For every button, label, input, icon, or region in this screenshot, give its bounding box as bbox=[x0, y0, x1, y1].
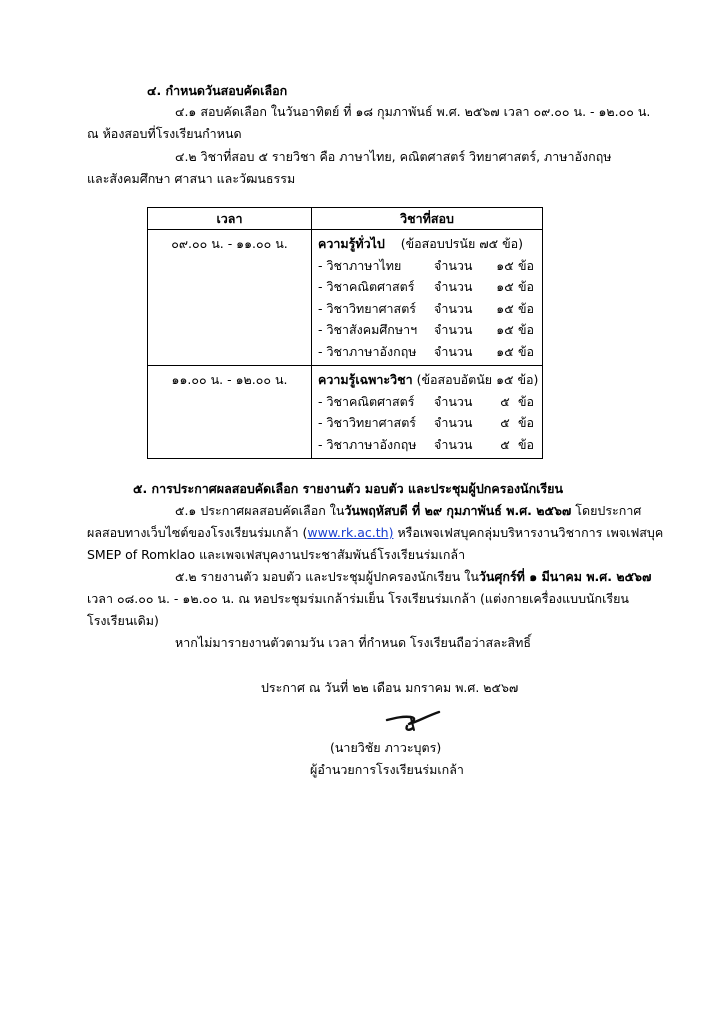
unit-label: ข้อ bbox=[518, 436, 535, 452]
time-cell: ๑๑.๐๐ น. - ๑๒.๐๐ น. bbox=[148, 366, 312, 459]
table-header-row bbox=[148, 208, 543, 230]
section-5-1-line2-pre: ผลสอบทางเว็บไซต์ของโรงเรียนร่มเกล้า ( bbox=[87, 525, 308, 540]
subject-name: - วิชาภาษาอังกฤษ bbox=[318, 343, 417, 359]
question-count: ๑๕ bbox=[496, 322, 514, 337]
exam-schedule-table bbox=[147, 207, 543, 459]
question-count: ๑๕ bbox=[496, 257, 514, 273]
signer-name: (นายวิชัย ภาวะบุตร) bbox=[330, 740, 442, 755]
unit-label: ข้อ bbox=[518, 343, 535, 359]
question-count: ๕ bbox=[500, 393, 510, 409]
question-count: ๑๕ bbox=[496, 343, 514, 359]
list-item bbox=[318, 434, 542, 456]
group-note: (ข้อสอบอัตนัย ๑๕ ข้อ) bbox=[416, 372, 539, 387]
question-count: ๕ bbox=[500, 415, 510, 430]
subject-name: - วิชาคณิตศาสตร์ bbox=[318, 393, 415, 409]
question-count: ๕ bbox=[500, 436, 510, 452]
section-5-1-post: โดยประกาศ bbox=[571, 503, 642, 518]
subject-name: - วิชาคณิตศาสตร์ bbox=[318, 279, 415, 294]
group-title-row bbox=[318, 233, 542, 255]
list-item bbox=[318, 319, 542, 341]
list-item bbox=[318, 391, 542, 413]
section-5-2-text-cont2: โรงเรียนเดิม) bbox=[87, 613, 159, 628]
question-count: ๑๕ bbox=[496, 279, 514, 294]
list-item bbox=[318, 412, 542, 434]
section-4-1-text-cont: ณ ห้องสอบที่โรงเรียนกำหนด bbox=[87, 126, 242, 141]
report-date: วันศุกร์ที่ ๑ มีนาคม พ.ศ. ๒๕๖๗ bbox=[478, 569, 652, 584]
table-row bbox=[148, 366, 543, 459]
amount-label: จำนวน bbox=[434, 415, 473, 430]
school-website-link[interactable]: www.rk.ac.th) bbox=[307, 525, 394, 540]
subject-cell bbox=[312, 230, 543, 366]
unit-label: ข้อ bbox=[518, 257, 535, 273]
section-5-1-pre: ๕.๑ ประกาศผลสอบคัดเลือก ใน bbox=[175, 503, 345, 518]
group-title-row bbox=[318, 369, 542, 391]
group-title: ความรู้เฉพาะวิชา bbox=[318, 372, 413, 387]
list-item bbox=[318, 276, 542, 298]
question-count: ๑๕ bbox=[496, 300, 514, 316]
unit-label: ข้อ bbox=[518, 279, 535, 294]
subject-name: - วิชาภาษาอังกฤษ bbox=[318, 436, 417, 452]
section-5-2-pre: ๕.๒ รายงานตัว มอบตัว และประชุมผู้ปกครองนักเรียน ใน bbox=[175, 569, 479, 584]
section-4-2-text: ๔.๒ วิชาที่สอบ ๕ รายวิชา คือ ภาษาไทย, คณิตศาสตร์ วิทยาศาสตร์, ภาษาอังกฤษ bbox=[175, 149, 612, 164]
section-4-heading: ๔. กำหนดวันสอบคัดเลือก bbox=[147, 83, 288, 98]
amount-label: จำนวน bbox=[434, 322, 473, 337]
signature-icon bbox=[383, 706, 453, 734]
section-4-2-text-cont: และสังคมศึกษา ศาสนา และวัฒนธรรม bbox=[87, 171, 296, 186]
signer-title: ผู้อำนวยการโรงเรียนร่มเกล้า bbox=[310, 762, 464, 777]
list-item bbox=[318, 298, 542, 320]
results-date: วันพฤหัสบดี ที่ ๒๙ กุมภาพันธ์ พ.ศ. ๒๕๖๗ bbox=[344, 503, 572, 518]
announcement-date: ประกาศ ณ วันที่ ๒๒ เดือน มกราคม พ.ศ. ๒๕๖๗ bbox=[261, 680, 519, 695]
amount-label: จำนวน bbox=[434, 343, 473, 359]
section-5-heading: ๕. การประกาศผลสอบคัดเลือก รายงานตัว มอบตัว และประชุมผู้ปกครองนักเรียน bbox=[133, 481, 564, 496]
subject-cell bbox=[312, 366, 543, 459]
unit-label: ข้อ bbox=[518, 393, 535, 409]
section-5-1-text-cont bbox=[87, 524, 663, 542]
list-item bbox=[318, 341, 542, 363]
section-5-1-text bbox=[175, 502, 641, 520]
subject-name: - วิชาวิทยาศาสตร์ bbox=[318, 415, 417, 430]
section-4-1-text: ๔.๑ สอบคัดเลือก ในวันอาทิตย์ ที่ ๑๘ กุมภาพันธ์ พ.ศ. ๒๕๖๗ เวลา ๐๙.๐๐ น. - ๑๒.๐๐ น. bbox=[175, 104, 651, 119]
header-subject: วิชาที่สอบ bbox=[312, 208, 543, 230]
time-cell: ๐๙.๐๐ น. - ๑๑.๐๐ น. bbox=[148, 230, 312, 366]
amount-label: จำนวน bbox=[434, 279, 473, 294]
group-title: ความรู้ทั่วไป bbox=[318, 236, 385, 251]
section-5-2-text-cont: เวลา ๐๘.๐๐ น. - ๑๒.๐๐ น. ณ หอประชุมร่มเกล้าร่มเย็น โรงเรียนร่มเกล้า (แต่งกายเครื่องแบบนักเรียน bbox=[87, 591, 629, 606]
group-note: (ข้อสอบปรนัย ๗๕ ข้อ) bbox=[400, 236, 524, 251]
amount-label: จำนวน bbox=[434, 393, 473, 409]
forfeit-note: หากไม่มารายงานตัวตามวัน เวลา ที่กำหนด โรงเรียนถือว่าสละสิทธิ์ bbox=[175, 635, 532, 650]
header-time: เวลา bbox=[148, 208, 312, 230]
amount-label: จำนวน bbox=[434, 300, 473, 316]
amount-label: จำนวน bbox=[434, 257, 473, 273]
section-5-1-text-cont2: SMEP of Romklao และเพจเฟสบุคงานประชาสัมพันธ์โรงเรียนร่มเกล้า bbox=[87, 547, 466, 562]
subject-name: - วิชาวิทยาศาสตร์ bbox=[318, 300, 417, 316]
unit-label: ข้อ bbox=[518, 300, 535, 316]
amount-label: จำนวน bbox=[434, 436, 473, 452]
subject-name: - วิชาภาษาไทย bbox=[318, 257, 402, 273]
section-5-2-text bbox=[175, 568, 651, 586]
table-row bbox=[148, 230, 543, 366]
unit-label: ข้อ bbox=[518, 322, 535, 337]
subject-name: - วิชาสังคมศึกษาฯ bbox=[318, 322, 418, 337]
unit-label: ข้อ bbox=[518, 415, 535, 430]
section-5-1-line2-post: หรือเพจเฟสบุคกลุ่มบริหารงานวิชาการ เพจเฟสบุค bbox=[393, 525, 664, 540]
list-item bbox=[318, 255, 542, 277]
